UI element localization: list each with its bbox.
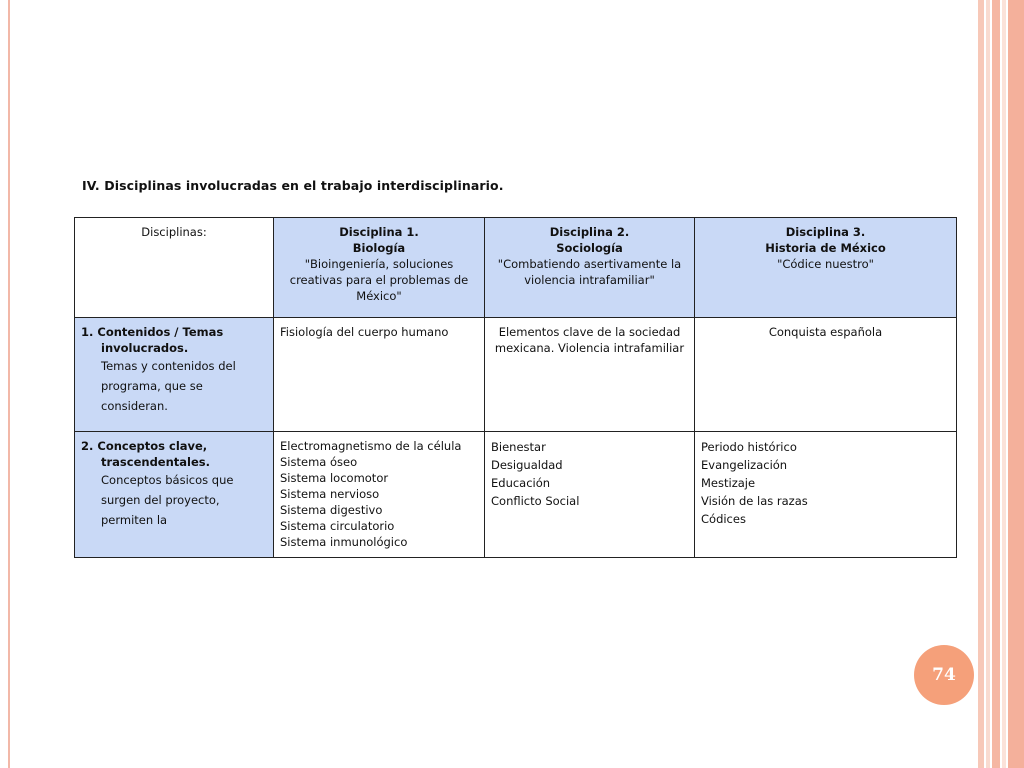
- discipline-3-project: "Códice nuestro": [777, 257, 874, 271]
- header-label: Disciplinas:: [141, 225, 207, 239]
- row-2-discipline-3: [695, 432, 957, 558]
- list-item: Conflicto Social: [491, 494, 580, 508]
- table-row: [75, 432, 957, 558]
- header-discipline-3: [695, 218, 957, 318]
- list-item: Periodo histórico: [701, 440, 797, 454]
- header-label-cell: [75, 218, 274, 318]
- row-1-discipline-2: Elementos clave de la sociedad mexicana. Violencia intrafamiliar: [485, 318, 695, 432]
- row-1-label-desc: Temas y contenidos del programa, que se consideran.: [101, 359, 236, 413]
- list-item: Sistema digestivo: [280, 503, 383, 517]
- header-discipline-1: [274, 218, 485, 318]
- list-item: Sistema nervioso: [280, 487, 380, 501]
- discipline-3-subject: Historia de México: [765, 241, 886, 255]
- row-2-label-bold: 2. Conceptos clave,: [81, 439, 208, 453]
- page-number-badge: [914, 645, 974, 705]
- disciplines-table: [74, 217, 957, 558]
- discipline-1-title: Disciplina 1.: [339, 225, 419, 239]
- discipline-2-title: Disciplina 2.: [549, 225, 630, 239]
- discipline-1-subject: Biología: [352, 241, 406, 255]
- list-item: Sistema circulatorio: [280, 519, 395, 533]
- list-item: Mestizaje: [701, 476, 756, 490]
- discipline-2-project: "Combatiendo asertivamente la violencia intrafamiliar": [497, 257, 682, 287]
- row-1-discipline-1: Fisiología del cuerpo humano: [274, 318, 485, 432]
- list-item: Sistema locomotor: [280, 471, 389, 485]
- list-item: Sistema óseo: [280, 455, 358, 469]
- row-1-label-bold: 1. Contenidos / Temas: [81, 325, 224, 339]
- row-1-discipline-3: Conquista española: [695, 318, 957, 432]
- list-item: Electromagnetismo de la célula: [280, 439, 462, 453]
- list-item: Bienestar: [491, 440, 546, 454]
- list-item: Visión de las razas: [701, 494, 808, 508]
- header-discipline-2: [485, 218, 695, 318]
- list-item: Evangelización: [701, 458, 788, 472]
- decor-stripe: [1008, 0, 1024, 768]
- discipline-3-title: Disciplina 3.: [785, 225, 866, 239]
- row-1-label-cell: [75, 318, 274, 432]
- row-2-label-desc: Conceptos básicos que surgen del proyecto, permiten la: [101, 473, 234, 527]
- discipline-2-subject: Sociología: [556, 241, 623, 255]
- decor-stripe: [1002, 0, 1006, 768]
- decor-stripe: [986, 0, 990, 768]
- list-item: Códices: [701, 512, 746, 526]
- decor-stripe: [992, 0, 1000, 768]
- decor-stripe: [978, 0, 984, 768]
- list-item: Educación: [491, 476, 551, 490]
- row-2-label-cell: [75, 432, 274, 558]
- row-1-label-bold-2: involucrados.: [101, 341, 189, 355]
- table-row: [75, 318, 957, 432]
- row-2-discipline-1: [274, 432, 485, 558]
- page-number: 74: [932, 665, 956, 685]
- section-heading: IV. Disciplinas involucradas en el trabajo interdisciplinario.: [82, 178, 504, 193]
- left-border: [8, 0, 10, 768]
- table-header-row: [75, 218, 957, 318]
- row-2-discipline-2: [485, 432, 695, 558]
- list-item: Sistema inmunológico: [280, 535, 408, 549]
- discipline-1-project: "Bioingeniería, soluciones creativas para el problemas de México": [289, 257, 469, 303]
- list-item: Desigualdad: [491, 458, 563, 472]
- row-2-label-bold-2: trascendentales.: [101, 455, 211, 469]
